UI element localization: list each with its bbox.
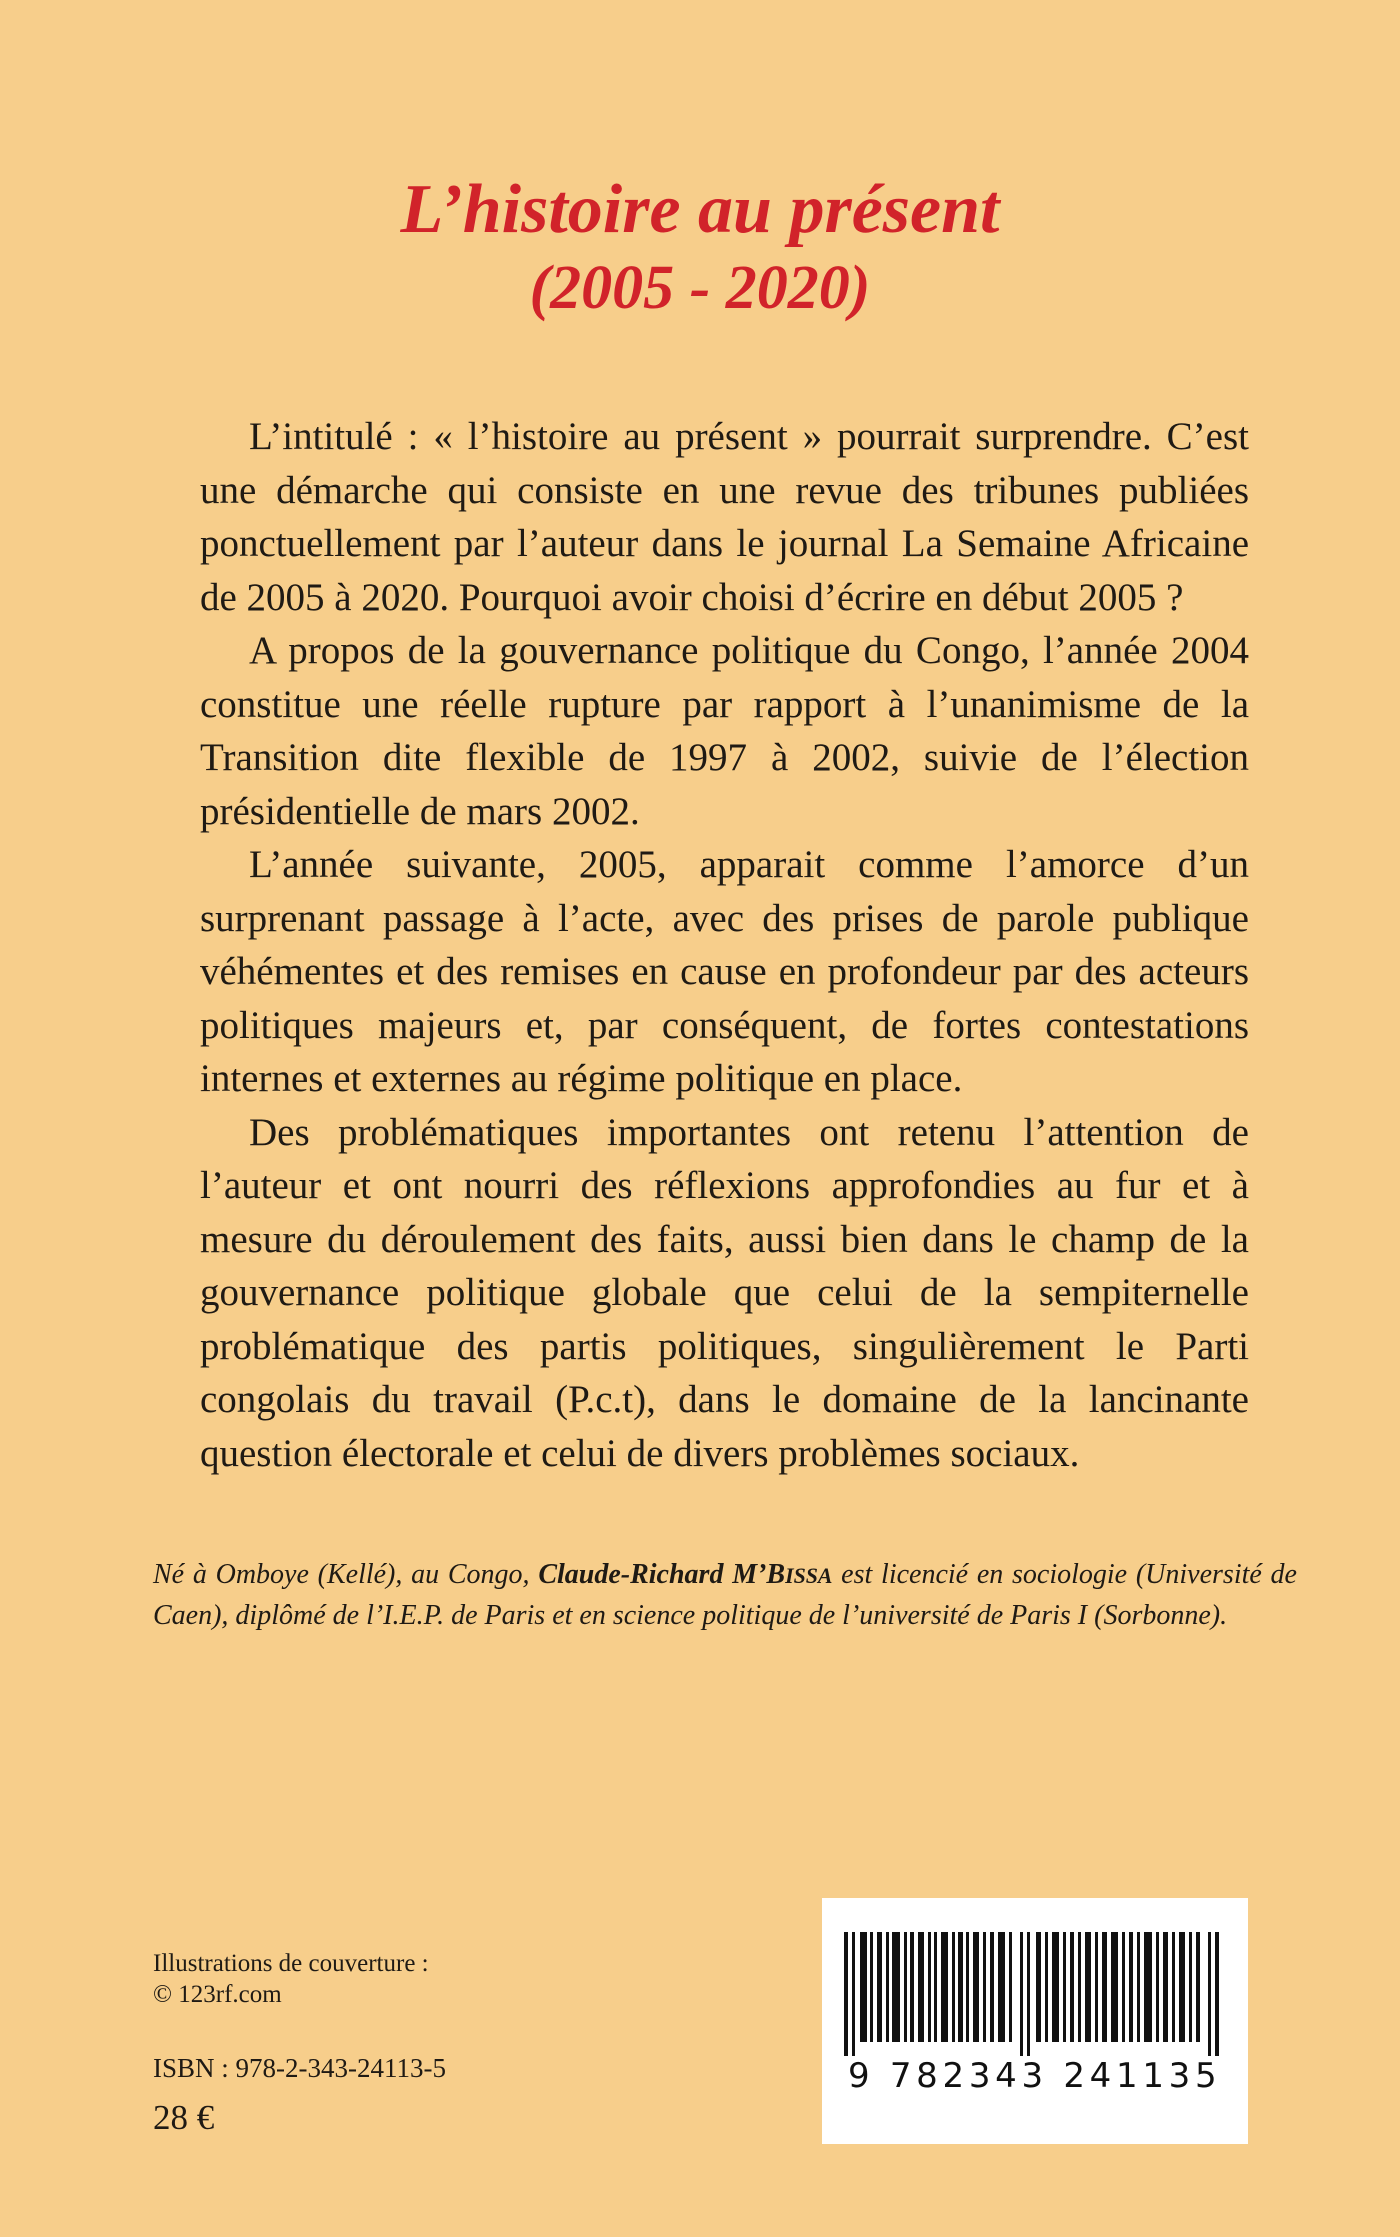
- summary-paragraph-1: L’intitulé : « l’histoire au présent » pourrait surprendre. C’est une démarche qui consiste en une revue des tribunes publiées ponctuellement par l’auteur dans le journal La Semaine Africaine de 2005 à 2020. Pourquoi avoir choisi d’écrire en début 2005 ?: [200, 415, 1249, 619]
- credits-label: Illustrations de couverture :: [153, 1950, 429, 1977]
- summary-paragraph-4: Des problématiques importantes ont retenu l’attention de l’auteur et ont nourri des réflexions approfondies au fur et à mesure du déroulement des faits, aussi bien dans le champ de la gouvernance politique globale que celui de la sempiternelle problématique des partis politiques, singulièrement le Parti congolais du travail (P.c.t), dans le domaine de la lancinante question électorale et celui de divers problèmes sociaux.: [200, 1110, 1249, 1475]
- credits-source: © 123rf.com: [153, 1981, 282, 2008]
- author-name-main: Claude-Richard M’B: [538, 1559, 786, 1590]
- summary-paragraph-2: A propos de la gouvernance politique du Congo, l’année 2004 constitue une réelle rupture par rapport à l’unanimisme de la Transition dite flexible de 1997 à 2002, suivie de l’élection présidentielle de mars 2002.: [200, 629, 1249, 833]
- author-name-small-caps: ISSA: [785, 1564, 833, 1588]
- back-cover-summary: [200, 410, 1249, 1480]
- barcode-bars: [842, 1932, 1228, 2056]
- summary-paragraph-3: L’année suivante, 2005, apparait comme l’amorce d’un surprenant passage à l’acte, avec des prises de parole publique véhémentes et des remises en cause en profondeur par des acteurs politiques majeurs et, par conséquent, de fortes contestations internes et externes au régime politique en place.: [200, 843, 1249, 1100]
- author-bio: [153, 1555, 1297, 1636]
- illustration-credits: [153, 1948, 429, 2010]
- barcode-digits: 9 782343 241135: [848, 2056, 1222, 2096]
- author-bio-prefix: Né à Omboye (Kellé), au Congo,: [153, 1559, 539, 1590]
- author-name: [538, 1559, 832, 1590]
- author-bio-suffix: est licencié en sociologie (Université de Caen), diplômé de l’I.E.P. de Paris et en science politique de l’université de Paris I (Sorbonne).: [153, 1559, 1297, 1631]
- barcode: [822, 1898, 1248, 2144]
- isbn-number: ISBN : 978-2-343-24113-5: [153, 2053, 446, 2083]
- book-title: [0, 170, 1400, 326]
- title-years: (2005 - 2020): [529, 254, 871, 322]
- price: 28 €: [153, 2098, 215, 2137]
- title-main: L’histoire au présent: [400, 171, 1000, 248]
